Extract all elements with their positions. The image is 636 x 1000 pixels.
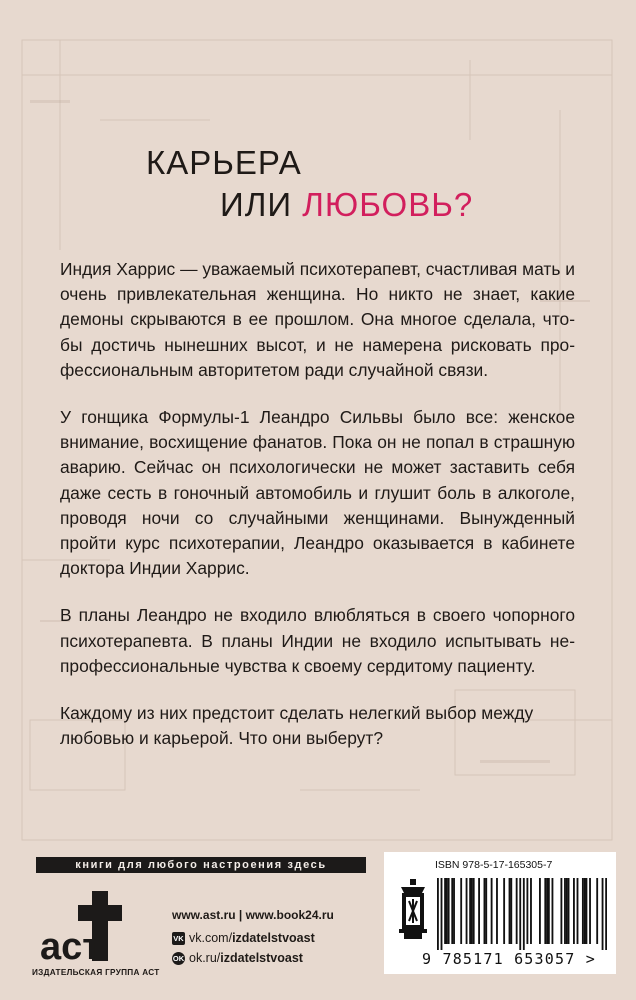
book-blurb	[60, 257, 575, 773]
barcode-bar	[586, 878, 588, 944]
ast-logo-text: аст	[40, 926, 101, 968]
barcode-number: 9 785171 653057 >	[422, 950, 596, 968]
publisher-sites[interactable]: www.ast.ru | www.book24.ru	[172, 908, 334, 922]
barcode-bar	[503, 878, 505, 944]
barcode-bar	[605, 878, 607, 950]
ast-logo	[34, 885, 144, 980]
barcode-bar	[473, 878, 475, 944]
barcode-bar	[446, 878, 448, 944]
barcode-bar	[539, 878, 541, 944]
ok-link[interactable]	[172, 951, 303, 965]
barcode-bar	[519, 878, 521, 950]
barcode-bar	[469, 878, 471, 944]
lantern-icon	[396, 879, 430, 939]
barcode-bar	[546, 878, 548, 944]
headline-prefix: ИЛИ	[220, 186, 293, 223]
vk-prefix: vk.com/	[189, 931, 233, 945]
barcode-bar	[596, 878, 598, 944]
barcode-bar	[568, 878, 570, 944]
barcode-bar	[478, 878, 480, 944]
barcode-bar	[589, 878, 591, 944]
barcode-bar	[566, 878, 568, 944]
barcode-bar	[582, 878, 584, 944]
barcode-bar	[496, 878, 498, 944]
barcode-bar	[510, 878, 512, 944]
publisher-name: ИЗДАТЕЛЬСКАЯ ГРУППА АСТ	[32, 968, 160, 977]
isbn-label: ISBN 978-5-17-165305-7	[435, 859, 553, 871]
barcode-bar	[444, 878, 446, 944]
barcode-bar	[564, 878, 566, 944]
barcode	[437, 878, 607, 950]
barcode-bar	[577, 878, 579, 944]
barcode-bar	[573, 878, 575, 944]
blurb-paragraph: Индия Харрис — уважаемый психотерапевт, счастливая мать и очень привлекательная женщина. Но никто не знает, какие демоны скрываются в ее прошлом. Она многое сделала, чтобы достичь нынешних высот, и не намерена рисковать профессиональным авторитетом ради случайной связи.	[60, 259, 575, 380]
barcode-bar	[560, 878, 562, 944]
barcode-bar	[491, 878, 493, 944]
barcode-bar	[509, 878, 511, 944]
barcode-bar	[453, 878, 455, 944]
barcode-bar	[448, 878, 450, 944]
barcode-bar	[548, 878, 550, 944]
barcode-bar	[451, 878, 453, 944]
blurb-paragraph: В планы Леандро не входило влюбляться в своего чопорного психотерапевта. В планы Индии не входило испытывать непрофессиональные чувства к своему сердитому пациенту.	[60, 605, 575, 676]
barcode-bar	[584, 878, 586, 944]
barcode-bar	[441, 878, 443, 950]
headline-line-2	[220, 184, 473, 226]
headline-line-1: КАРЬЕРА	[146, 144, 302, 181]
barcode-bar	[530, 878, 532, 944]
barcode-bar	[471, 878, 473, 944]
vk-link[interactable]	[172, 931, 315, 945]
vk-icon: VK	[173, 933, 184, 943]
barcode-bar	[526, 878, 528, 944]
barcode-bar	[602, 878, 604, 950]
blurb-paragraph: У гонщика Формулы-1 Леандро Сильвы было все: женское внимание, восхищение фанатов. Пока он не попал в страшную аварию. Сейчас он психологически не может заставить себя даже сесть в гоночный автомобиль и глушит боль в алкоголе, проводя ночи со случайными женщинами. Вынужденный пройти курс психотерапии, Леандро оказывается в кабинете доктора Индии Харрис.	[60, 407, 575, 579]
barcode-area	[384, 852, 616, 974]
ok-icon: OK	[172, 953, 185, 963]
ok-handle: izdatelstvoast	[220, 951, 303, 965]
barcode-bar	[516, 878, 518, 944]
tagline-banner: книги для любого настроения здесь	[36, 857, 366, 873]
barcode-bar	[523, 878, 525, 950]
barcode-bar	[466, 878, 468, 944]
barcode-bar	[460, 878, 462, 944]
barcode-bar	[484, 878, 486, 944]
barcode-bar	[544, 878, 546, 944]
barcode-bar	[437, 878, 439, 950]
blurb-paragraph: Каждому из них предстоит сделать нелегкий выбор между любовью и карьерой. Что они выберут?	[60, 703, 534, 749]
vk-handle: izdatelstvoast	[232, 931, 315, 945]
barcode-bar	[552, 878, 554, 944]
ok-prefix: ok.ru/	[189, 951, 221, 965]
headline-accent: ЛЮБОВЬ?	[302, 186, 474, 223]
barcode-bar	[485, 878, 487, 944]
